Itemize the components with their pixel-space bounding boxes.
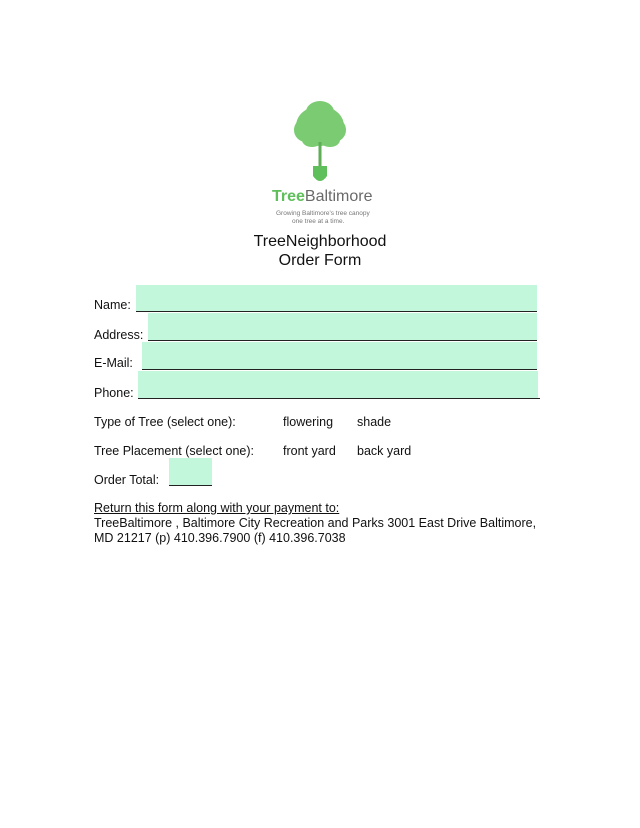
tree-type-option-flowering[interactable]: flowering (283, 415, 334, 429)
tree-type-option-shade[interactable]: shade (357, 415, 392, 429)
phone-label: Phone: (94, 386, 134, 400)
address-underline (148, 340, 537, 341)
tree-type-label: Type of Tree (select one): (94, 415, 236, 429)
return-address: TreeBaltimore , Baltimore City Recreation and Parks 3001 East Drive Baltimore, MD 21217 (p) 410.396.7900 (f) 410.396.7038 (94, 516, 537, 545)
name-label: Name: (94, 298, 131, 312)
brand-name: TreeBaltimore (272, 188, 373, 205)
form-title-line-2: Order Form (278, 252, 362, 269)
name-underline (136, 311, 537, 312)
placement-option-front-yard[interactable]: front yard (283, 444, 336, 458)
order-total-field[interactable] (169, 458, 212, 486)
form-title-line-1: TreeNeighborhood (253, 233, 387, 250)
logo-tagline-2: one tree at a time. (292, 218, 345, 225)
treebaltimore-logo (270, 100, 400, 230)
address-field[interactable] (148, 313, 537, 341)
phone-field[interactable] (138, 371, 538, 398)
email-underline (142, 369, 537, 370)
phone-underline (138, 398, 540, 399)
tree-placement-label: Tree Placement (select one): (94, 444, 255, 458)
order-total-underline (169, 485, 212, 486)
email-label: E-Mail: (94, 356, 133, 370)
tree-shovel-icon (288, 100, 352, 186)
return-heading: Return this form along with your payment to: (94, 501, 340, 515)
logo-tagline-1: Growing Baltimore's tree canopy (276, 210, 370, 217)
address-label: Address: (94, 328, 144, 342)
email-field[interactable] (142, 342, 537, 370)
placement-option-back-yard[interactable]: back yard (357, 444, 412, 458)
order-total-label: Order Total: (94, 473, 160, 487)
name-field[interactable] (136, 285, 537, 312)
